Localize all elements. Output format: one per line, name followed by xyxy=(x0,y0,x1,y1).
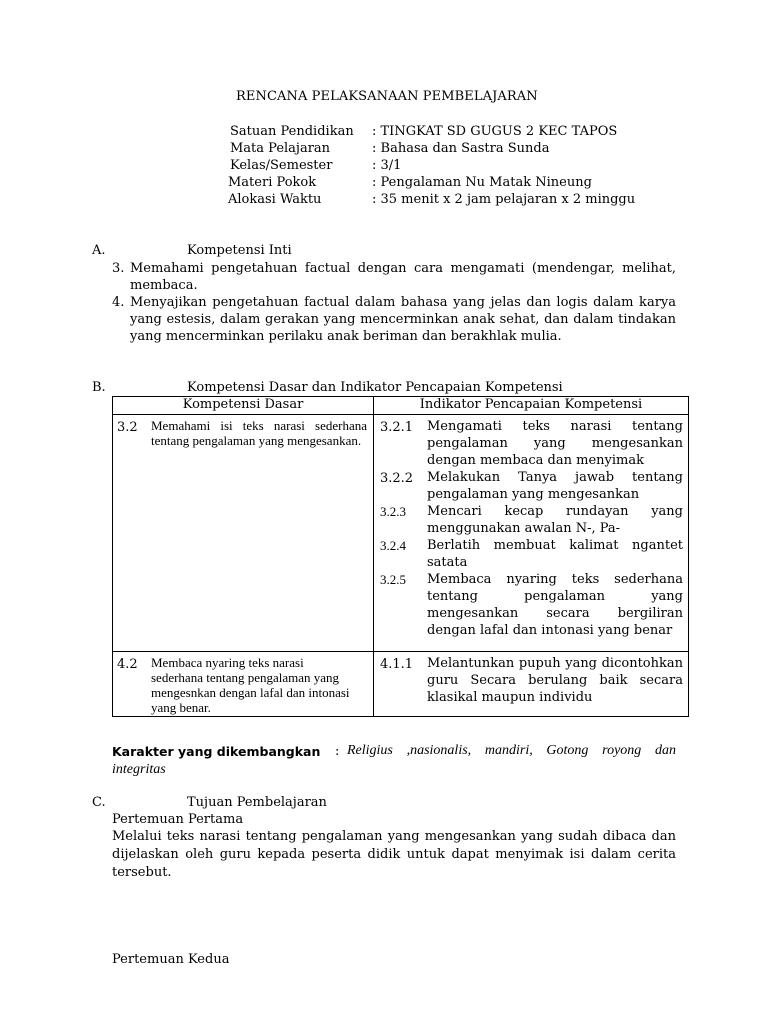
identity-value: : 35 menit x 2 jam pelajaran x 2 minggu xyxy=(372,192,636,207)
indicator-number: 3.2.3 xyxy=(380,504,406,519)
identity-value: : Bahasa dan Sastra Sunda xyxy=(372,141,550,156)
section-b-heading: Kompetensi Dasar dan Indikator Pencapaian Kompetensi xyxy=(187,380,563,395)
identity-key: Satuan Pendidikan xyxy=(230,124,354,139)
meeting-2-title: Pertemuan Kedua xyxy=(112,952,230,967)
indicator-text: Mengamati teks narasi tentang pengalaman yang mengesankan dengan membaca dan menyimak xyxy=(427,419,683,468)
competency-table xyxy=(112,396,689,717)
indicator-number: 3.2.5 xyxy=(380,572,406,587)
section-c-heading: Tujuan Pembelajaran xyxy=(187,795,327,810)
table-header-indicator: Indikator Pencapaian Kompetensi xyxy=(374,397,689,415)
identity-value: : TINGKAT SD GUGUS 2 KEC TAPOS xyxy=(372,124,618,139)
table-row xyxy=(113,415,689,652)
section-c-letter: C. xyxy=(92,795,106,810)
ki-item-text: Memahami pengetahuan factual dengan cara mengamati (mendengar, melihat, membaca. xyxy=(130,261,676,293)
section-b-letter: B. xyxy=(92,380,106,395)
section-a-letter: A. xyxy=(92,243,106,258)
ki-item-text: Menyajikan pengetahuan factual dalam bahasa yang jelas dan logis dalam karya yang estesis, dalam gerakan yang mencerminkan anak sehat, dan dalam tindakan yang mencerminkan perilaku anak beriman dan berakhlak mulia. xyxy=(130,295,676,344)
karakter-value: Religius ,nasionalis, mandiri, Gotong royong dan integritas xyxy=(112,743,676,777)
indicator-text: Berlatih membuat kalimat ngantet satata xyxy=(427,538,683,570)
indicator-text: Mencari kecap rundayan yang menggunakan awalan N-, Pa- xyxy=(427,504,683,536)
indicator-number: 3.2.4 xyxy=(380,538,406,553)
ki-item-number: 3. xyxy=(112,261,125,276)
indicator-text: Melantunkan pupuh yang dicontohkan guru Secara berulang baik secara klasikal maupun individu xyxy=(427,656,683,705)
table-header-kd: Kompetensi Dasar xyxy=(113,397,374,415)
identity-value: : 3/1 xyxy=(372,158,402,173)
indicator-number: 3.2.1 xyxy=(380,420,414,435)
identity-key: Mata Pelajaran xyxy=(230,141,331,156)
kd-text: Memahami isi teks narasi sederhana tentang pengalaman yang mengesankan. xyxy=(151,418,367,448)
kd-number: 4.2 xyxy=(117,657,138,672)
identity-key: Materi Pokok xyxy=(228,175,317,190)
meeting-1-title: Pertemuan Pertama xyxy=(112,812,244,827)
table-row xyxy=(113,652,689,717)
section-a-heading: Kompetensi Inti xyxy=(187,243,292,258)
indicator-text: Membaca nyaring teks sederhana tentang pengalaman yang mengesankan secara bergiliran dengan lafal dan intonasi yang benar xyxy=(427,572,683,638)
kd-number: 3.2 xyxy=(117,420,138,435)
indicator-number: 3.2.2 xyxy=(380,471,414,486)
meeting-1-text: Melalui teks narasi tentang pengalaman yang mengesankan yang sudah dibaca dan dijelaskan oleh guru kepada peserta didik untuk dapat menyimak isi dalam cerita tersebut. xyxy=(112,829,676,880)
identity-value: : Pengalaman Nu Matak Nineung xyxy=(372,175,592,190)
identity-key: Alokasi Waktu xyxy=(228,192,322,207)
document-title: RENCANA PELAKSANAAN PEMBELAJARAN xyxy=(236,89,538,104)
karakter-label: Karakter yang dikembangkan xyxy=(112,744,321,759)
kd-text: Membaca nyaring teks narasi sederhana tentang pengalaman yang mengesnkan dengan lafal dan intonasi yang benar. xyxy=(151,655,350,715)
indicator-number: 4.1.1 xyxy=(380,657,414,672)
identity-key: Kelas/Semester xyxy=(230,158,333,173)
indicator-text: Melakukan Tanya jawab tentang pengalaman yang mengesankan xyxy=(427,470,683,502)
ki-item-number: 4. xyxy=(112,295,125,310)
karakter-separator: : xyxy=(335,744,340,759)
